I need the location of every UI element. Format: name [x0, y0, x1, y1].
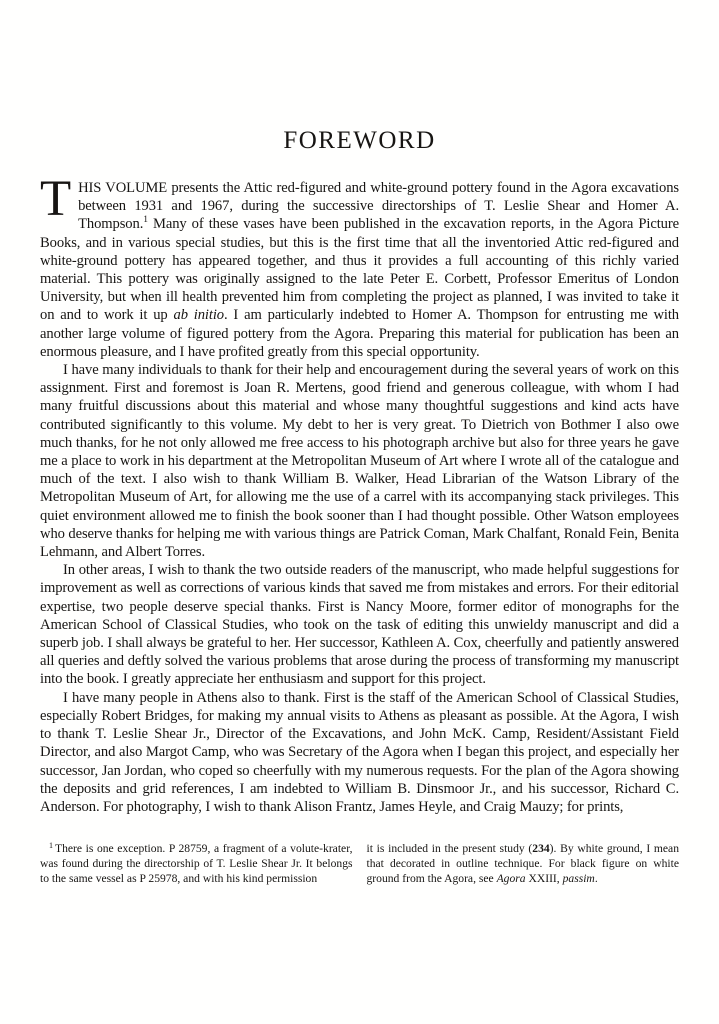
footnote-reference: 1 [143, 215, 148, 226]
footnote-column-right [367, 842, 680, 886]
paragraph-2: I have many individuals to thank for their help and encouragement during the several years of work on this assignment. First and foremost is Joan R. Mertens, good friend and generous colleague, with whom I had many fruitful discussions about this material and whose many thoughtful suggestions and kind acts have contributed significantly to this volume. My debt to her is very great. To Dietrich von Bothmer I also owe much thanks, for he not only allowed me free access to his photograph archive but also for three years he gave me a place to work in his department at the Metropolitan Museum of Art where I wrote all of the catalogue and much of the text. I also wish to thank William B. Walker, Head Librarian of the Watson Library of the Metropolitan Museum of Art, for allowing me the use of a carrel with its accompanying stack privileges. This quiet environment allowed me to finish the book sooner than I had thought possible. Other Watson employees who deserve thanks for helping me with various things are Patrick Coman, Mark Chalfant, Ronald Fein, Benita Lehmann, and Albert Torres. [40, 362, 679, 561]
latin-phrase: ab initio [173, 307, 224, 324]
page-title: FOREWORD [283, 127, 436, 154]
foreword-body [40, 171, 680, 816]
paragraph-1-opening: HIS VOLUME presents the Attic red-figured and white-ground pottery found in the Agora excavations between 1931 and 1967, during the successive directorships of T. Leslie Shear and Homer A. Thompson. [78, 180, 679, 233]
footnote-right-part4: . [594, 871, 598, 885]
footnote-right-part1: it is included in the present study ( [366, 842, 533, 856]
footnote-right-part3: XXIII, [525, 871, 563, 885]
footnote-column-left [40, 842, 353, 886]
passim-italic: passim [562, 871, 595, 885]
footnote-marker: 1 [49, 841, 53, 851]
footnote-left-text: There is one exception. P 28759, a fragment of a volute-krater, was found during the directorship of T. Leslie Shear Jr. It belongs to the same vessel as P 25978, and with his kind permission [40, 842, 353, 885]
catalogue-number-bold: 234 [532, 842, 550, 856]
paragraph-4: I have many people in Athens also to thank. First is the staff of the American School of Classical Studies, especially Robert Bridges, for making my annual visits to Athens as pleasant as possible. At the Agora, I wish to thank T. Leslie Shear Jr., Director of the Excavations, and John McK. Camp, Resident/Assistant Field Director, and also Margot Camp, who was Secretary of the Agora when I began this project, and especially her successor, Jan Jordan, who coped so cheerfully with my numerous requests. For the plan of the Agora showing the deposits and grid references, I am indebted to William B. Dinsmoor Jr., and his successor, Richard C. Anderson. For photography, I wish to thank Alison Frantz, James Heyle, and Craig Mauzy; for prints, [40, 689, 679, 815]
footnote-right-part2: ). By white ground, I mean that decorated in outline technique. For black figure on white ground from the Agora, see [366, 842, 680, 885]
paragraph-1 [40, 171, 680, 361]
footnotes-section [40, 842, 679, 886]
page-content [40, 0, 679, 886]
agora-series-title: Agora [496, 871, 526, 885]
drop-cap: T [40, 171, 72, 227]
paragraph-1-middle: Many of these vases have been published in the excavation reports, in the Agora Picture Books, and in various special studies, but this is the first time that all the inventoried Attic red-figured and white-ground pottery has appeared together, and thus it provides a full accounting of this richly varied material. This pottery was originally assigned to the late Peter E. Corbett, Professor Emeritus of London University, but when ill health prevented him from completing the project as planned, I was invited to take it on and to work it up [40, 216, 679, 324]
paragraph-3: In other areas, I wish to thank the two outside readers of the manuscript, who made helpful suggestions for improvement as well as corrections of various kinds that saved me from mistakes and errors. For their editorial expertise, two people deserve special thanks. First is Nancy Moore, former editor of monographs for the American School of Classical Studies, who took on the task of editing this unwieldy manuscript and did a superb job. I shall always be grateful to her. Her successor, Kathleen A. Cox, cheerfully and patiently answered all queries and deftly solved the various problems that arose during the process of transforming my manuscript into the book. I greatly appreciate her enthusiasm and support for this project. [40, 562, 679, 688]
paragraph-1-closing: . I am particularly indebted to Homer A. Thompson for entrusting me with another large volume of figured pottery from the Agora. Preparing this material for publication has been an enormous pleasure, and I have profited greatly from this special opportunity. [40, 307, 680, 360]
